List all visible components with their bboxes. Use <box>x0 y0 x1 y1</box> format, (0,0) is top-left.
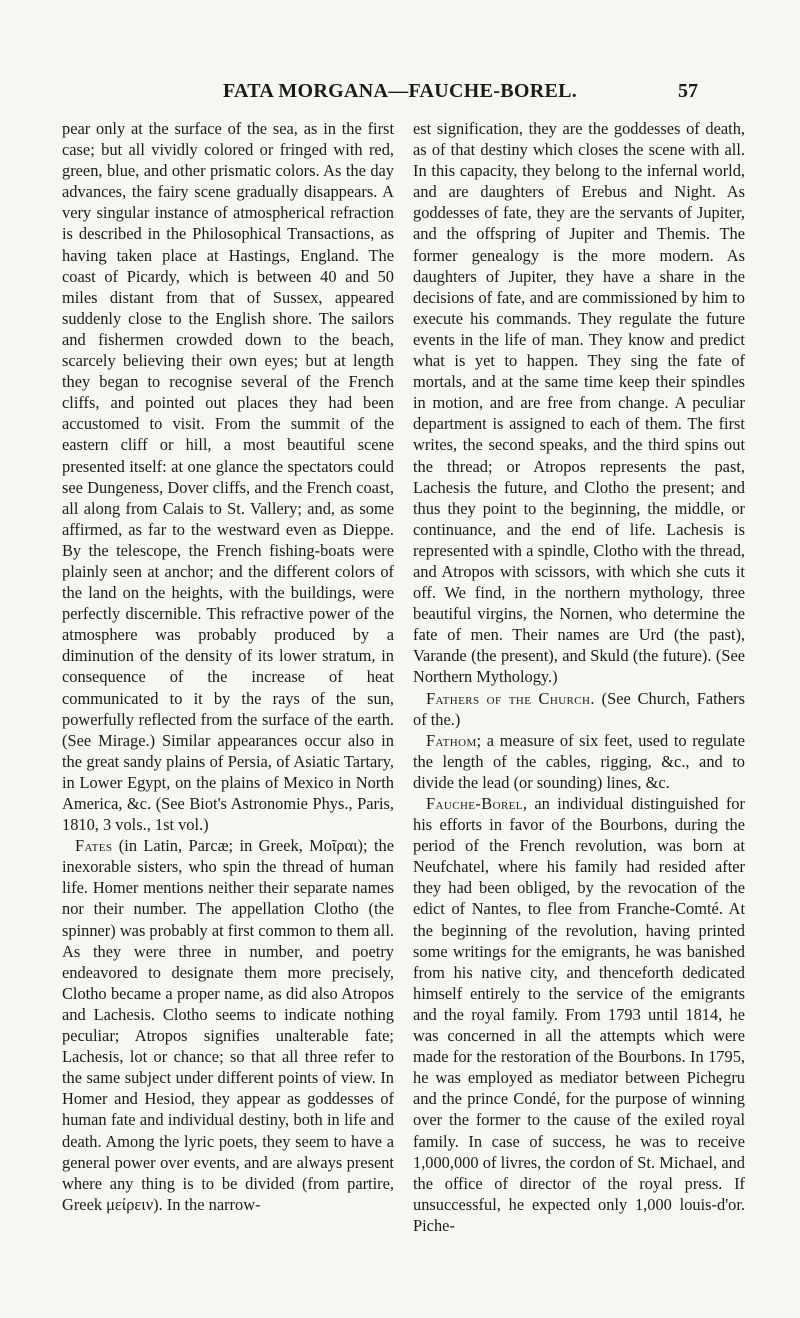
entry-heading-fathom: Fathom <box>426 730 477 750</box>
left-column <box>62 118 394 1215</box>
entry-body-fathers: (See Church, Fathers of the.) <box>413 688 745 729</box>
entry-fauche-borel <box>413 793 745 1236</box>
entry-heading-fates: Fates <box>75 836 113 856</box>
running-head <box>0 80 800 110</box>
entry-heading-fathers: Fathers of the Church. <box>426 688 595 708</box>
entry-fates <box>62 835 394 1215</box>
paragraph-fates-continued: est signification, they are the goddesses of death, as of that destiny which closes the scene with all. In this capacity, they belong to the infernal world, and are daughters of Erebus and Night. As goddesses of fate, they are the servants of Jupiter, and the offspring of Jupiter and Themis. The former genealogy is the more modern. As daughters of Jupiter, they have a share in the decisions of fate, and are commissioned by him to execute his commands. They regulate the future events in the life of man. They know and predict what is yet to happen. They sing the fate of mortals, and at the same time keep their spindles in motion, and are free from change. A peculiar department is assigned to each of them. The first writes, the second speaks, and the third spins out the thread; or Atropos represents the past, Lachesis the future, and Clotho the present; and thus they point to the beginning, the middle, or continuance, and the end of life. Lachesis is represented with a spindle, Clotho with the thread, and Atropos with scissors, with which she cuts it off. We find, in the northern mythology, three beautiful virgins, the Nornen, who determine the fate of men. Their names are Urd (the past), Varande (the present), and Skuld (the future). (See Northern Mythology.) <box>413 119 745 687</box>
paragraph-fata-morgana-continued: pear only at the surface of the sea, as in the first case; but all vividly colored or fringed with red, green, blue, and other prismatic colors. As the day advances, the fairy scene gradually disappears. A very singular instance of atmospherical refraction is described in the Philosophical Transactions, as having taken place at Hastings, England. The coast of Picardy, which is between 40 and 50 miles distant from that of Sussex, appeared suddenly close to the English shore. The sailors and fishermen crowded down to the beach, scarcely believing their own eyes; but at length they began to recognise several of the French cliffs, and pointed out places they had been accustomed to visit. From the summit of the eastern cliff or hill, a most beautiful scene presented itself: at one glance the spectators could see Dungeness, Dover cliffs, and the French coast, all along from Calais to St. Vallery; and, as some affirmed, as far to the westward even as Dieppe. By the telescope, the French fishing-boats were plainly seen at anchor; and the different colors of the land on the heights, with the buildings, were perfectly discernible. This refractive power of the atmosphere was probably produced by a diminution of the density of its lower stratum, in consequence of the increase of heat communicated to it by the rays of the sun, powerfully reflected from the surface of the earth. (See Mirage.) Similar appearances occur also in the great sandy plains of Persia, of Asiatic Tartary, in Lower Egypt, on the plains of Mexico in North America, &c. (See Biot's Astronomie Phys., Paris, 1810, 3 vols., 1st vol.) <box>62 119 394 835</box>
entry-body-fates: (in Latin, Parcæ; in Greek, Μοῖραι); the inexorable sisters, who spin the thread of human life. Homer mentions neither their separate names nor their number. The appellation Clotho (the spinner) was probably at first common to them all. As they were three in number, and poetry endeavored to designate them more precisely, Clotho became a proper name, as did also Atropos and Lachesis. Clotho seems to indicate nothing peculiar; Atropos signifies unalterable fate; Lachesis, lot or chance; so that all three refer to the same subject under different points of view. In Homer and Hesiod, they appear as goddesses of human fate and individual destiny, both in life and death. Among the lyric poets, they seem to have a general power over events, and are always present where any thing is to be divided (from partire, Greek μείρειν). In the narrow- <box>62 836 394 1214</box>
right-column <box>413 118 745 1236</box>
entry-heading-fauche-borel: Fauche-Borel <box>426 794 523 813</box>
running-title: FATA MORGANA—FAUCHE-BOREL. <box>222 80 578 102</box>
page-number: 57 <box>678 80 698 102</box>
entry-fathers-of-the-church <box>413 688 745 730</box>
entry-fathom <box>413 730 745 793</box>
entry-body-fauche-borel: , an individual distinguished for his efforts in favor of the Bourbons, during the period of the French revolution, was born at Neufchatel, where his family had resided after they had been obliged, by the revocation of the edict of Nantes, to flee from Franche-Comté. At the beginning of the revolution, having printed some writings for the emigrants, he was banished from his native city, and thenceforth dedicated himself entirely to the service of the emigrants and the royal family. From 1793 until 1814, he was concerned in all the attempts which were made for the restoration of the Bourbons. In 1795, he was employed as mediator between Pichegru and the prince Condé, for the purpose of winning over the former to the cause of the exiled royal family. In case of success, he was to receive 1,000,000 of livres, the cordon of St. Michael, and the office of director of the royal press. If unsuccessful, he expected only 1,000 louis-d'or. Piche- <box>413 794 745 1235</box>
entry-body-fathom: ; a measure of six feet, used to regulate the length of the cables, rigging, &c., and to divide the lead (or sounding) lines, &c. <box>413 730 745 792</box>
